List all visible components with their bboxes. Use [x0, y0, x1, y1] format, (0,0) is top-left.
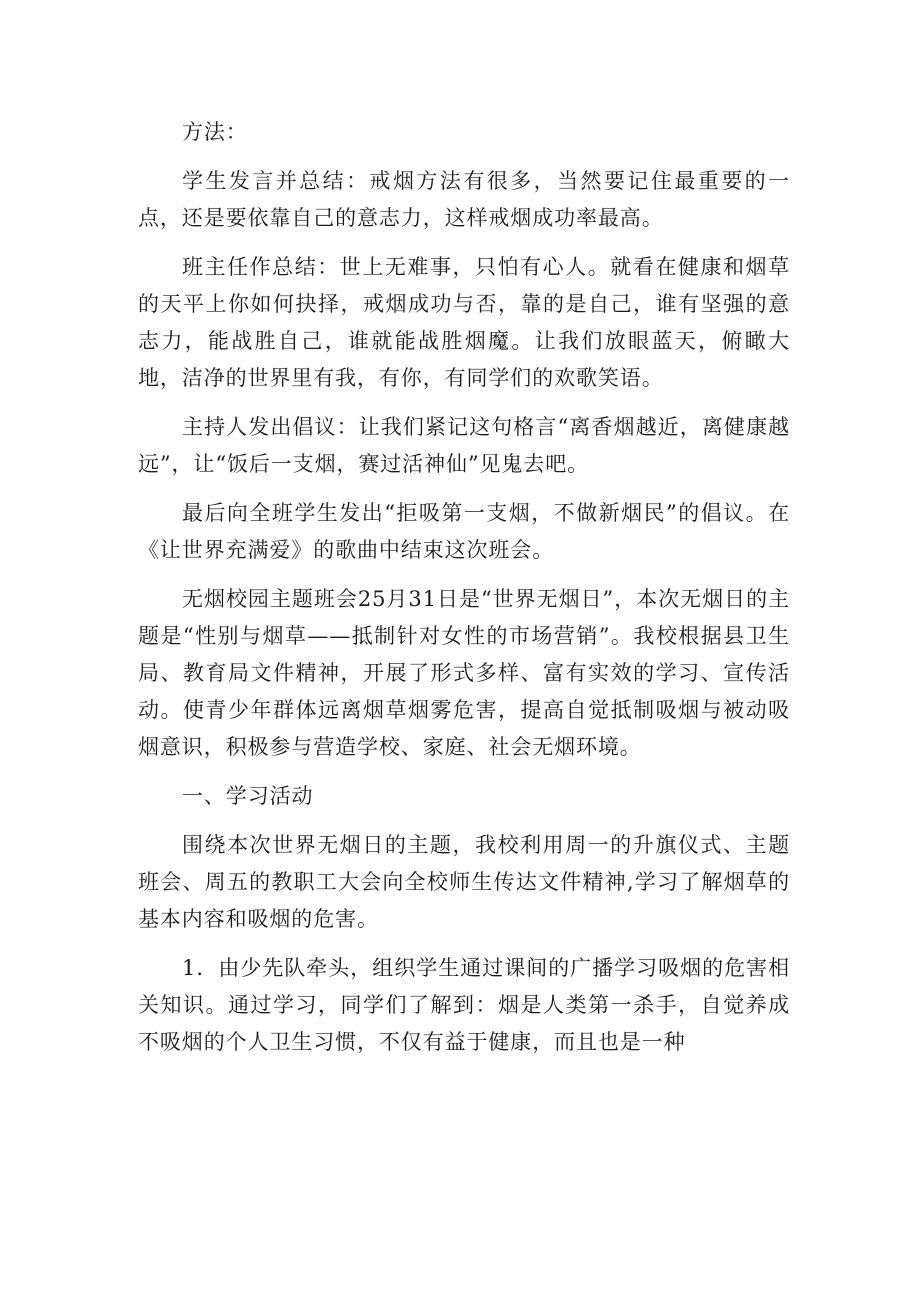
paragraph-host-proposal: 主持人发出倡议：让我们紧记这句格言“离香烟越近，离健康越远”，让“饭后一支烟，赛过活神仙”见鬼去吧。: [138, 415, 790, 476]
paragraph-final-proposal: 最后向全班学生发出“拒吸第一支烟，不做新烟民”的倡议。在《让世界充满爱》的歌曲中结束这次班会。: [138, 501, 790, 562]
document-body: [138, 114, 790, 1073]
paragraph-no-smoking-day: 无烟校园主题班会25月31日是“世界无烟日”，本次无烟日的主题是“性别与烟草——抵制针对女性的市场营销”。我校根据县卫生局、教育局文件精神，开展了形式多样、富有实效的学习、宣传活动。使青少年群体远离烟草烟雾危害，提高自觉抵制吸烟与被动吸烟意识，积极参与营造学校、家庭、社会无烟环境。: [138, 587, 790, 759]
section-heading-learning: 一、学习活动: [182, 784, 314, 808]
paragraph-teacher-summary: 班主任作总结：世上无难事，只怕有心人。就看在健康和烟草的天平上你如何抉择，戒烟成功与否，靠的是自己，谁有坚强的意志力，能战胜自己，谁就能战胜烟魔。让我们放眼蓝天，俯瞰大地，洁净的世界里有我，有你，有同学们的欢歌笑语。: [138, 255, 790, 390]
paragraph-learning-intro: 围绕本次世界无烟日的主题，我校利用周一的升旗仪式、主题班会、周五的教职工大会向全校师生传达文件精神,学习了解烟草的基本内容和吸烟的危害。: [138, 833, 790, 931]
paragraph-method-heading: 方法：: [182, 120, 248, 144]
paragraph-item-1: 1．由少先队牵头，组织学生通过课间的广播学习吸烟的危害相关知识。通过学习，同学们了解到：烟是人类第一杀手，自觉养成不吸烟的个人卫生习惯，不仅有益于健康，而且也是一种: [138, 956, 790, 1054]
paragraph-student-summary: 学生发言并总结：戒烟方法有很多，当然要记住最重要的一点，还是要依靠自己的意志力，这样戒烟成功率最高。: [138, 169, 790, 230]
